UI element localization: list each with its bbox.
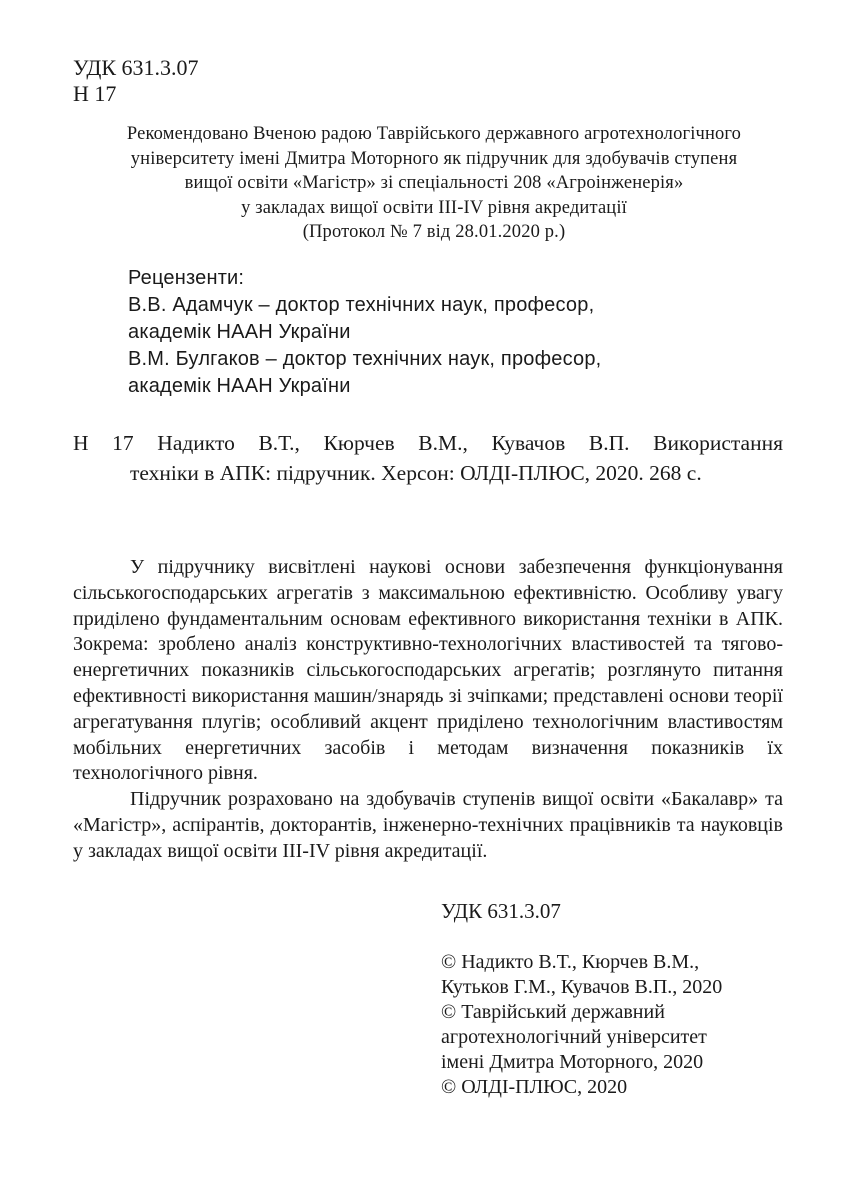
recommendation-block [60, 122, 808, 245]
reviewer-line: В.В. Адамчук – доктор технічних наук, професор, [128, 294, 595, 316]
reviewer-line: В.М. Булгаков – доктор технічних наук, професор, [128, 348, 602, 370]
bibliographic-line-1: Н 17 Надикто В.Т., Кюрчев В.М., Кувачов В.П. Використання [73, 431, 783, 455]
abstract-paragraph: Підручник розраховано на здобувачів ступенів вищої освіти «Бакалавр» та «Магістр», аспірантів, докторантів, інженерно-технічних працівників та науковців у закладах вищої освіти III-IV рівня акредитації. [73, 788, 783, 862]
bibliographic-record [73, 428, 783, 488]
copyright-line: агротехнологічний університет [441, 1026, 707, 1048]
copyright-line: Кутьков Г.М., Кувачов В.П., 2020 [441, 976, 723, 998]
bbk-code: Н 17 [73, 81, 117, 106]
udk-footer: УДК 631.3.07 [441, 899, 561, 923]
copyright-line: імені Дмитра Моторного, 2020 [441, 1051, 704, 1073]
recommendation-line: вищої освіти «Магістр» зі спеціальності 208 «Агроінженерія» [184, 173, 684, 194]
recommendation-line: у закладах вищої освіти III-IV рівня акредитації [241, 197, 627, 218]
abstract-block [73, 555, 783, 865]
reviewer-line: академік НААН України [128, 321, 351, 343]
abstract-paragraph: У підручнику висвітлені наукові основи забезпечення функціонування сільськогосподарських агрегатів з максимальною ефективністю. Особливу увагу приділено фундаментальним основам ефективного використання техніки в АПК. Зокрема: зроблено аналіз конструктивно-технологічних властивостей та тягово-енергетичних показників сільськогосподарських агрегатів; розглянуто питання ефективності використання машин/знарядь зі зчіпками; представлені основи теорії агрегатування плугів; особливий акцент приділено технологічним властивостям мобільних енергетичних засобів і методам визначення показників їх технологічного рівня. [73, 556, 783, 785]
recommendation-line: Рекомендовано Вченою радою Таврійського державного агротехнологічного [126, 124, 742, 144]
udk-code: УДК 631.3.07 [73, 55, 199, 80]
copyright-line: © ОЛДІ-ПЛЮС, 2020 [441, 1076, 628, 1098]
bibliographic-line-2: техніки в АПК: підручник. Херсон: ОЛДІ-ПЛЮС, 2020. 268 с. [130, 461, 702, 485]
udk-header [73, 55, 199, 107]
copyright-line: © Надикто В.Т., Кюрчев В.М., [441, 951, 700, 973]
reviewer-line: академік НААН України [128, 375, 351, 397]
recommendation-line: (Протокол № 7 від 28.01.2020 р.) [302, 222, 566, 243]
reviewers-title: Рецензенти: [128, 267, 245, 289]
recommendation-line: університету імені Дмитра Моторного як підручник для здобувачів ступеня [130, 148, 738, 169]
copyright-line: © Таврійський державний [441, 1001, 665, 1023]
reviewers-block [128, 265, 601, 400]
copyright-block [441, 950, 722, 1100]
